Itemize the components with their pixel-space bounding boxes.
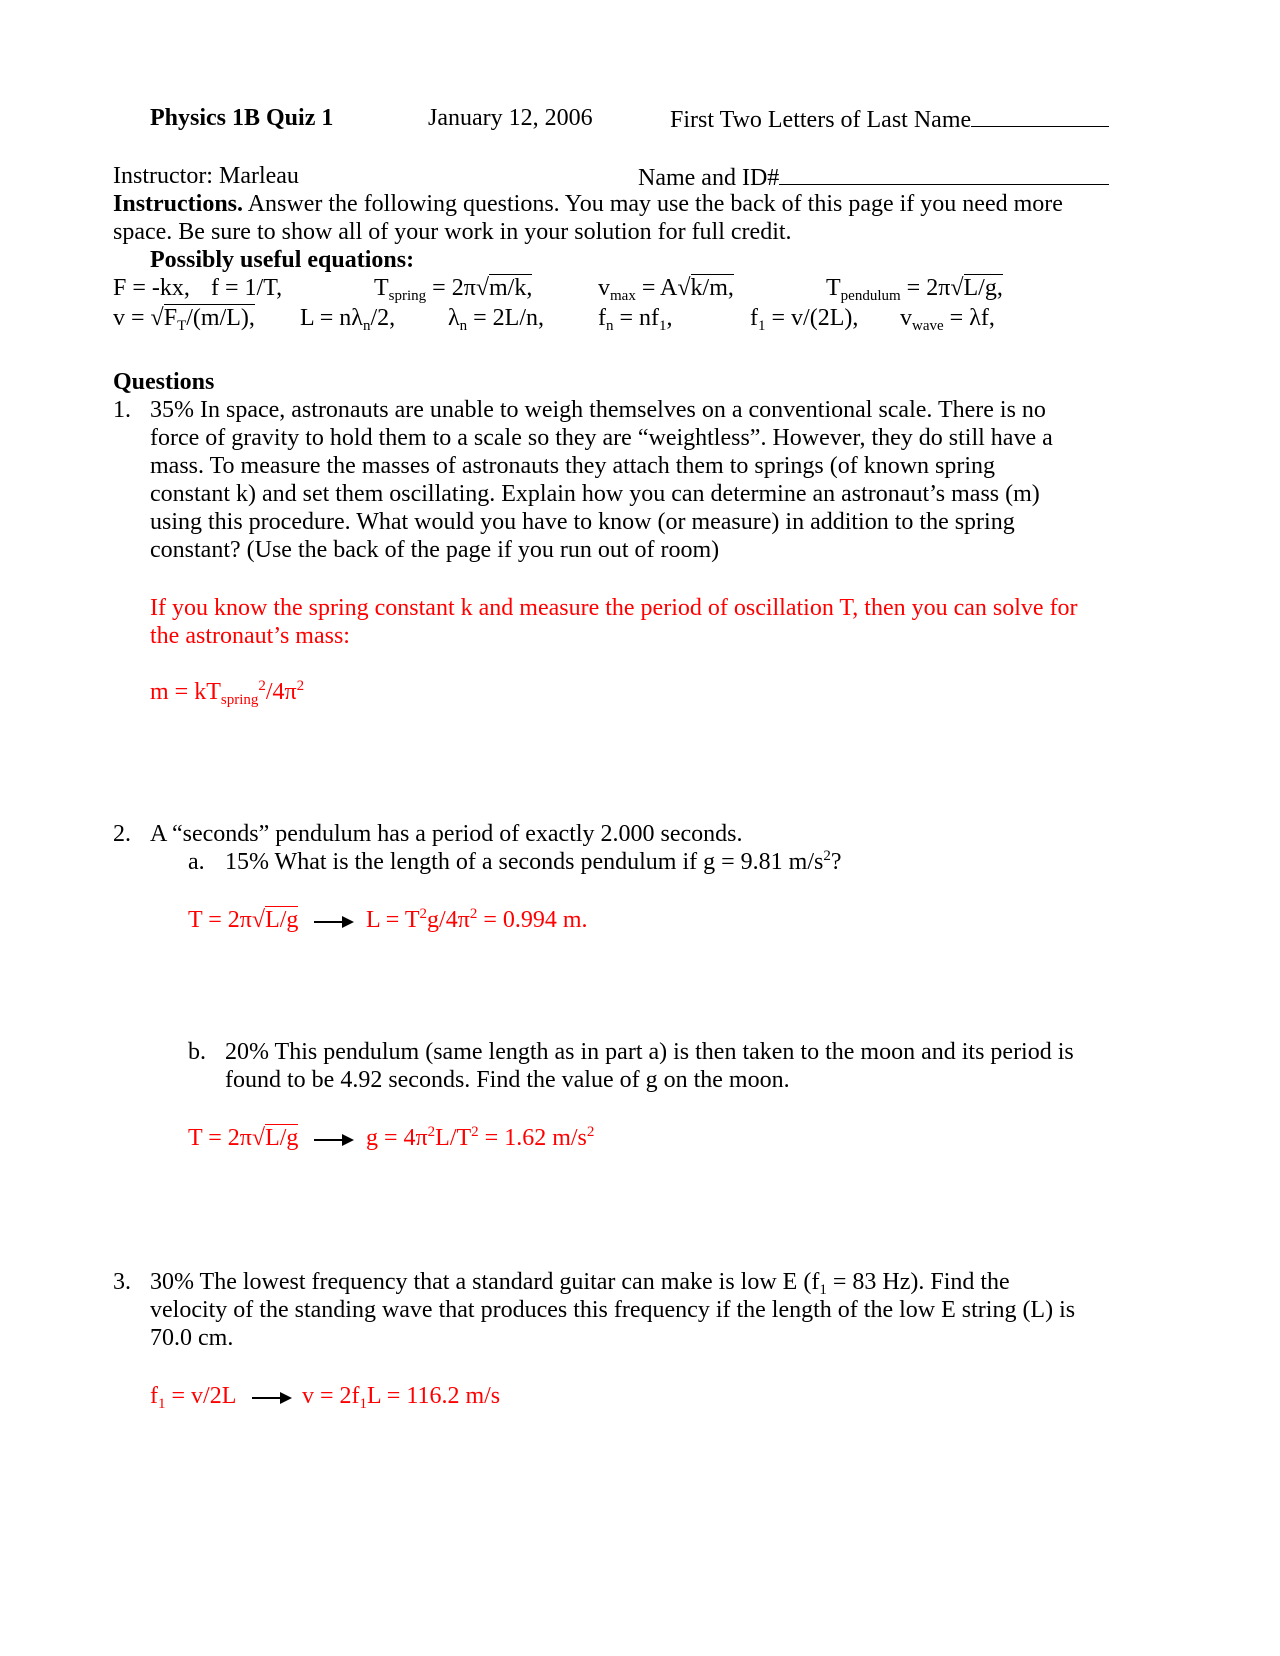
q1-line-5: using this procedure. What would you have to know (or measure) in addition to the spring [150, 509, 1015, 535]
q2b-letter: b. [188, 1039, 206, 1065]
q2-intro: A “seconds” pendulum has a period of exactly 2.000 seconds. [150, 821, 743, 847]
q2b-arrow-icon [314, 1132, 354, 1148]
name-id-label: Name and ID# [638, 165, 780, 191]
q1-number: 1. [113, 397, 131, 423]
q3-number: 3. [113, 1269, 131, 1295]
q2a-letter: a. [188, 849, 205, 875]
instructions-text-1: Answer the following questions. You may use the back of this page if you need more [247, 191, 1063, 217]
eq-fundamental: $f_1 = v/(2L)$, [750, 305, 859, 334]
instructions-line-1 [113, 190, 1063, 218]
name-id-field[interactable] [638, 162, 1109, 192]
quiz-title: Physics 1B Quiz 1 [150, 105, 334, 131]
eq-frequency: f = 1/T, [211, 275, 283, 301]
q1-line-1: 35% In space, astronauts are unable to weigh themselves on a conventional scale. There is no [150, 397, 1046, 423]
quiz-date: January 12, 2006 [428, 105, 593, 131]
eq-t-pendulum: $T_{pendulum} = 2\pi√L/g$, [826, 275, 1003, 304]
q3-arrow-icon [252, 1390, 292, 1406]
q3-answer-lhs: $f_1 = v/2L$ [150, 1383, 237, 1412]
q1-answer-line-2: the astronaut’s mass: [150, 623, 350, 649]
eq-length: $L = n\lambda_n/2$, [300, 305, 396, 334]
eq-hooke: F = -kx, [113, 275, 190, 301]
last-name-field[interactable] [670, 104, 1109, 134]
name-id-blank[interactable] [779, 162, 1109, 185]
instructor-label: Instructor: Marleau [113, 163, 299, 189]
instructions-label: Instructions. [113, 191, 244, 217]
last-name-blank[interactable] [971, 104, 1109, 127]
q1-line-2: force of gravity to hold them to a scale so they are “weightless”. However, they do still have a [150, 425, 1053, 451]
eq-wave-velocity: $v = √F_T/(m/L)$, [113, 305, 255, 334]
eq-harmonic-frequency: $f_n = nf_1$, [598, 305, 673, 334]
q2a-text: 15% What is the length of a seconds pendulum if g = 9.81 $m/s^2$? [225, 848, 842, 875]
q1-line-6: constant? (Use the back of the page if you run out of room) [150, 537, 720, 563]
q1-line-4: constant k) and set them oscillating. Explain how you can determine an astronaut’s mass (m) [150, 481, 1040, 507]
q2b-answer-lhs: T = 2π√L/g [188, 1125, 299, 1151]
q2b-answer-rhs: $g = 4\pi^2L/T^2 = 1.62$ $m/s^2$ [366, 1124, 595, 1151]
q3-answer-rhs: $v = 2f_1L = 116.2$ m/s [302, 1383, 501, 1412]
q1-answer-line-1: If you know the spring constant k and measure the period of oscillation T, then you can solve for [150, 595, 1078, 621]
q2a-answer-rhs: $L = T^2g/4\pi^2 = 0.994$ m. [366, 906, 588, 933]
eq-wavelength: $\lambda_n = 2L/n$, [448, 305, 545, 334]
questions-heading: Questions [113, 369, 215, 395]
q2a-arrow-icon [314, 914, 354, 930]
q3-line-3: 70.0 cm. [150, 1325, 234, 1351]
eq-wave-speed: $v_{wave} = \lambda f$, [900, 305, 995, 334]
q3-line-2: velocity of the standing wave that produces this frequency if the length of the low E string (L) is [150, 1297, 1076, 1323]
q2b-line-2: found to be 4.92 seconds. Find the value of g on the moon. [225, 1067, 790, 1093]
eq-t-spring: $T_{spring} = 2\pi√m/k$, [374, 275, 533, 304]
equations-heading: Possibly useful equations: [150, 247, 415, 273]
last-name-label: First Two Letters of Last Name [670, 107, 972, 133]
q2b-line-1: 20% This pendulum (same length as in part a) is then taken to the moon and its period is [225, 1039, 1074, 1065]
eq-vmax: $v_{max} = A√k/m$, [598, 275, 734, 304]
q3-line-1: 30% The lowest frequency that a standard guitar can make is low E ($f_1 = 83$ Hz). Find the [150, 1269, 1010, 1298]
q1-answer-equation: $m = kT_{spring}^2/4\pi^2$ [150, 678, 305, 708]
q2-number: 2. [113, 821, 131, 847]
q1-line-3: mass. To measure the masses of astronauts they attach them to springs (of known spring [150, 453, 996, 479]
q2a-answer-lhs: T = 2π√L/g [188, 907, 299, 933]
instructions-line-2: space. Be sure to show all of your work in your solution for full credit. [113, 219, 792, 245]
